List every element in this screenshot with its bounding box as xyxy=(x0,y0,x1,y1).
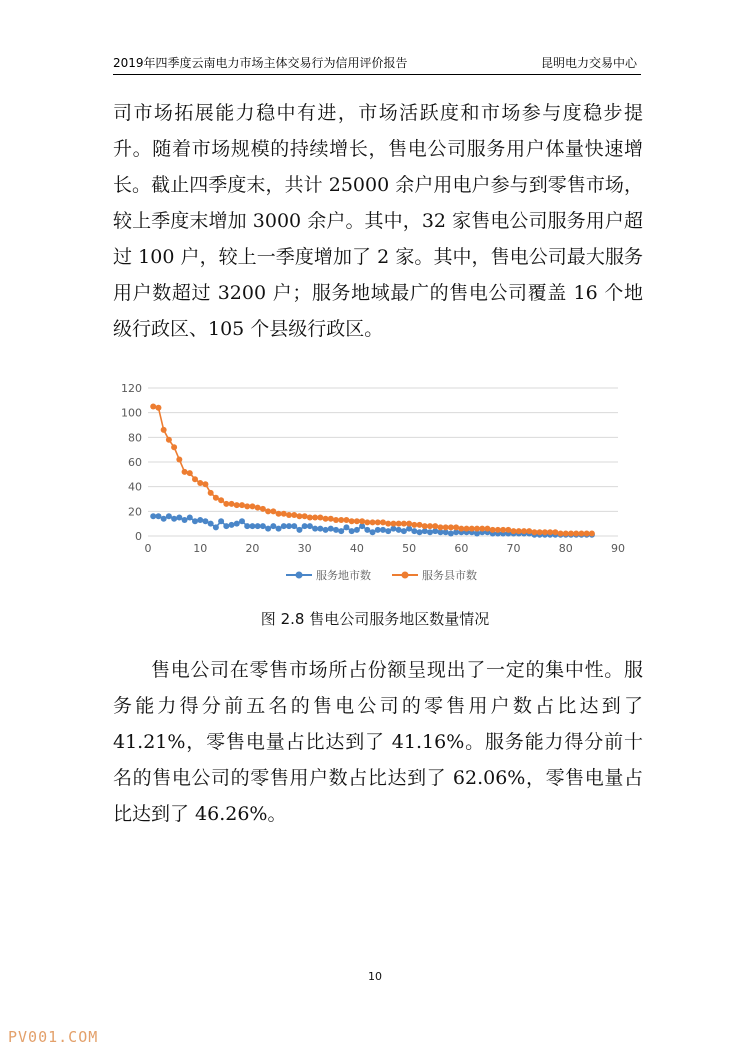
data-point-s1 xyxy=(417,529,423,535)
data-point-s1 xyxy=(286,523,292,529)
data-point-s2 xyxy=(176,457,182,463)
data-point-s1 xyxy=(411,528,417,534)
data-point-s1 xyxy=(155,513,161,519)
data-point-s2 xyxy=(458,526,464,532)
data-point-s2 xyxy=(526,528,532,534)
data-point-s2 xyxy=(182,469,188,475)
body-paragraph-2: 售电公司在零售市场所占份额呈现出了一定的集中性。服务能力得分前五名的售电公司的零售用户数占比达到了 41.21%，零售电量占比达到了 41.16%。服务能力得分前十名的售电公司的零售用户数占比达到了 62.06%，零售电量占比达到了 46.26%。 xyxy=(113,659,643,825)
data-point-s1 xyxy=(229,522,235,528)
data-point-s1 xyxy=(328,526,334,532)
data-point-s1 xyxy=(364,527,370,533)
data-point-s2 xyxy=(401,521,407,527)
data-point-s1 xyxy=(312,526,318,532)
data-point-s1 xyxy=(375,527,381,533)
data-point-s2 xyxy=(276,511,282,517)
data-point-s1 xyxy=(182,517,188,523)
data-point-s2 xyxy=(547,529,553,535)
data-point-s2 xyxy=(406,521,412,527)
page-number: 10 xyxy=(368,970,382,983)
data-point-s1 xyxy=(192,518,198,524)
data-point-s2 xyxy=(396,521,402,527)
service-area-chart xyxy=(110,378,645,588)
data-point-s2 xyxy=(234,502,240,508)
organization-name: 昆明电力交易中心 xyxy=(540,56,637,70)
data-point-s1 xyxy=(401,528,407,534)
data-point-s2 xyxy=(202,481,208,487)
data-point-s2 xyxy=(323,516,329,522)
legend-swatch-marker-1 xyxy=(296,572,303,579)
data-point-s2 xyxy=(411,522,417,528)
data-point-s2 xyxy=(479,526,485,532)
data-point-s1 xyxy=(343,524,349,530)
data-point-s2 xyxy=(516,528,522,534)
chart-svg xyxy=(110,378,645,588)
data-point-s2 xyxy=(187,470,193,476)
data-point-s1 xyxy=(291,523,297,529)
data-point-s2 xyxy=(166,437,172,443)
data-point-s1 xyxy=(385,528,391,534)
data-point-s2 xyxy=(432,523,438,529)
data-point-s1 xyxy=(370,529,376,535)
data-point-s2 xyxy=(343,517,349,523)
data-point-s2 xyxy=(448,524,454,530)
data-point-s1 xyxy=(197,517,203,523)
data-point-s2 xyxy=(328,516,334,522)
data-point-s2 xyxy=(229,501,235,507)
data-point-s2 xyxy=(364,519,370,525)
data-point-s1 xyxy=(218,518,224,524)
data-point-s2 xyxy=(223,501,229,507)
data-point-s1 xyxy=(317,526,323,532)
data-point-s1 xyxy=(255,523,261,529)
data-point-s1 xyxy=(333,527,339,533)
data-point-s2 xyxy=(385,521,391,527)
data-point-s2 xyxy=(511,528,517,534)
data-point-s1 xyxy=(239,518,245,524)
data-point-s1 xyxy=(213,524,219,530)
data-point-s1 xyxy=(302,523,308,529)
data-point-s2 xyxy=(521,528,527,534)
x-tick-label: 40 xyxy=(349,542,364,555)
body-paragraph-1: 司市场拓展能力稳中有进，市场活跃度和市场参与度稳步提升。随着市场规模的持续增长，售电公司服务用户体量快速增长。截止四季度末，共计 25000 余户用电户参与到零售市场，较上季度末增加 3000 余户。其中，32 家售电公司服务用户超过 100 户，较上一季度增加了 2 家。其中，售电公司最大服务用户数超过 3200 户；服务地域最广的售电公司覆盖 16 个地级行政区、105 个县级行政区。 xyxy=(113,102,643,340)
data-point-s2 xyxy=(474,526,480,532)
data-point-s2 xyxy=(370,519,376,525)
data-point-s2 xyxy=(589,531,595,537)
x-tick-label: 50 xyxy=(402,542,417,555)
data-point-s1 xyxy=(396,527,402,533)
data-point-s1 xyxy=(296,527,302,533)
data-point-s1 xyxy=(161,516,167,522)
data-point-s2 xyxy=(422,523,428,529)
data-point-s2 xyxy=(249,503,255,509)
data-point-s2 xyxy=(484,526,490,532)
data-point-s2 xyxy=(192,476,198,482)
data-point-s1 xyxy=(265,526,271,532)
data-point-s1 xyxy=(270,523,276,529)
data-point-s2 xyxy=(584,531,590,537)
data-point-s2 xyxy=(255,505,261,511)
report-title: 2019年四季度云南电力市场主体交易行为信用评价报告 xyxy=(113,56,408,70)
x-tick-label: 90 xyxy=(611,542,625,555)
data-point-s2 xyxy=(568,531,574,537)
legend-label-1: 服务地市数 xyxy=(316,569,371,582)
data-point-s1 xyxy=(338,528,344,534)
data-point-s2 xyxy=(244,503,250,509)
data-point-s2 xyxy=(296,513,302,519)
legend-label-2: 服务县市数 xyxy=(422,569,477,582)
x-tick-label: 60 xyxy=(454,542,469,555)
data-point-s2 xyxy=(417,522,423,528)
x-tick-label: 80 xyxy=(558,542,573,555)
data-point-s2 xyxy=(500,527,506,533)
y-tick-label: 60 xyxy=(128,456,142,469)
data-point-s2 xyxy=(563,531,569,537)
data-point-s2 xyxy=(427,523,433,529)
data-point-s2 xyxy=(197,480,203,486)
data-point-s2 xyxy=(495,527,501,533)
data-point-s2 xyxy=(218,497,224,503)
data-point-s2 xyxy=(542,529,548,535)
data-point-s2 xyxy=(291,512,297,518)
data-point-s2 xyxy=(338,517,344,523)
data-point-s2 xyxy=(260,506,266,512)
data-point-s2 xyxy=(354,518,360,524)
data-point-s2 xyxy=(312,515,318,521)
data-point-s2 xyxy=(531,529,537,535)
y-tick-label: 80 xyxy=(128,431,142,445)
data-point-s2 xyxy=(349,518,355,524)
data-point-s1 xyxy=(171,516,177,522)
data-point-s1 xyxy=(354,527,360,533)
data-point-s2 xyxy=(578,531,584,537)
x-tick-label: 30 xyxy=(297,542,312,555)
data-point-s1 xyxy=(223,523,229,529)
data-point-s2 xyxy=(213,495,219,501)
data-point-s2 xyxy=(552,529,558,535)
data-point-s2 xyxy=(359,518,365,524)
legend-swatch-marker-2 xyxy=(402,572,409,579)
y-tick-label: 20 xyxy=(128,505,142,519)
data-point-s1 xyxy=(448,531,454,537)
data-point-s1 xyxy=(208,521,214,527)
data-point-s2 xyxy=(307,515,313,521)
data-point-s1 xyxy=(187,515,193,521)
y-tick-label: 40 xyxy=(128,480,142,494)
data-point-s2 xyxy=(171,444,177,450)
data-point-s1 xyxy=(349,528,355,534)
data-point-s2 xyxy=(490,527,496,533)
figure-caption: 图 2.8 售电公司服务地区数量情况 xyxy=(260,610,490,628)
data-point-s2 xyxy=(150,404,156,410)
y-tick-label: 100 xyxy=(121,406,142,420)
data-point-s2 xyxy=(208,490,214,496)
x-tick-label: 0 xyxy=(144,542,152,555)
x-tick-label: 10 xyxy=(193,542,208,555)
data-point-s1 xyxy=(281,523,287,529)
data-point-s2 xyxy=(469,526,475,532)
data-point-s1 xyxy=(427,529,433,535)
data-point-s2 xyxy=(155,405,161,411)
data-point-s1 xyxy=(323,527,329,533)
data-point-s2 xyxy=(375,519,381,525)
x-tick-label: 70 xyxy=(506,542,521,555)
data-point-s1 xyxy=(150,513,156,519)
data-point-s2 xyxy=(437,524,443,530)
data-point-s1 xyxy=(380,527,386,533)
y-tick-label: 120 xyxy=(121,382,142,395)
data-point-s2 xyxy=(443,524,449,530)
data-point-s1 xyxy=(249,523,255,529)
data-point-s1 xyxy=(244,523,250,529)
data-point-s2 xyxy=(505,527,511,533)
data-point-s1 xyxy=(260,523,266,529)
data-point-s2 xyxy=(239,502,245,508)
data-point-s2 xyxy=(317,515,323,521)
page-header xyxy=(113,50,641,75)
data-point-s2 xyxy=(286,512,292,518)
data-point-s2 xyxy=(270,508,276,514)
data-point-s2 xyxy=(537,529,543,535)
data-point-s1 xyxy=(234,521,240,527)
data-point-s1 xyxy=(176,515,182,521)
data-point-s2 xyxy=(573,531,579,537)
data-point-s2 xyxy=(390,521,396,527)
data-point-s2 xyxy=(464,526,470,532)
data-point-s2 xyxy=(161,427,167,433)
data-point-s1 xyxy=(276,526,282,532)
data-point-s2 xyxy=(453,524,459,530)
data-point-s2 xyxy=(558,531,564,537)
data-point-s2 xyxy=(265,508,271,514)
data-point-s1 xyxy=(202,518,208,524)
data-point-s1 xyxy=(166,513,172,519)
data-point-s2 xyxy=(380,519,386,525)
data-point-s2 xyxy=(302,513,308,519)
watermark-text: PV001.COM xyxy=(8,1028,99,1046)
data-point-s2 xyxy=(281,511,287,517)
data-point-s2 xyxy=(333,517,339,523)
x-tick-label: 20 xyxy=(245,542,260,555)
data-point-s1 xyxy=(307,523,313,529)
series-line-2 xyxy=(153,407,592,534)
y-tick-label: 0 xyxy=(135,530,142,543)
